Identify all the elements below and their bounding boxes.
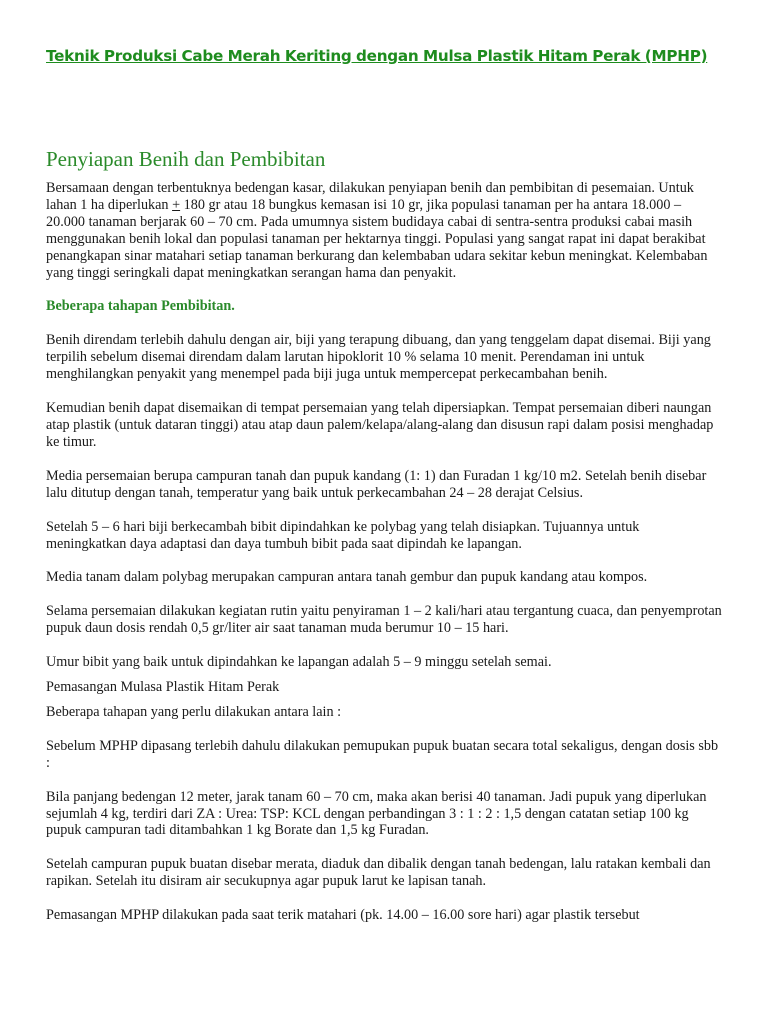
paragraph-dosis-pupuk: Bila panjang bedengan 12 meter, jarak tanam 60 – 70 cm, maka akan berisi 40 tanaman. Jadi pupuk yang diperlukan sejumlah 4 kg, terdiri dari ZA : Urea: TSP: KCL dengan perbandingan 3 : 1 : 2 : 1,5 dengan catatan setiap 100 kg pupuk campuran tadi ditambahkan 1 kg Borate dan 1,5 kg Furadan.	[46, 788, 707, 839]
paragraph-media-persemaian: Media persemaian berupa campuran tanah dan pupuk kandang (1: 1) dan Furadan 1 kg/10 m2. Setelah benih disebar lalu ditutup dengan tanah, temperatur yang baik untuk perkecambahan 24 – 28 derajat Celsius.	[46, 467, 707, 501]
plus-minus-symbol: +	[172, 196, 181, 213]
section-heading: Penyiapan Benih dan Pembibitan	[46, 147, 326, 171]
paragraph-tahapan: Beberapa tahapan yang perlu dilakukan antara lain :	[46, 703, 342, 720]
paragraph-umur-bibit: Umur bibit yang baik untuk dipindahkan ke lapangan adalah 5 – 9 minggu setelah semai.	[46, 654, 552, 671]
paragraph-pemupukan: Sebelum MPHP dipasang terlebih dahulu dilakukan pemupukan pupuk buatan secara total sekaligus, dengan dosis sbb :	[46, 737, 719, 771]
intro-text-start: Bersamaan dengan terbentuknya bedengan kasar, dilakukan penyiapan benih dan pembibitan di pesemaian. Untuk lahan 1 ha diperlukan	[46, 180, 694, 213]
paragraph-polybag: Setelah 5 – 6 hari biji berkecambah bibit dipindahkan ke polybag yang telah disiapkan. Tujuannya untuk meningkatkan daya adaptasi dan daya tumbuh bibit pada saat dipindah ke lapangan.	[46, 518, 640, 552]
paragraph-persemaian: Kemudian benih dapat disemaikan di tempat persemaian yang telah dipersiapkan. Tempat persemaian diberi naungan atap plastik (untuk dataran tinggi) atau atap daun palem/kelapa/alang-alang dan disusun rapi dalam posisi menghadap ke timur.	[46, 400, 714, 450]
paragraph-campuran-pupuk: Setelah campuran pupuk buatan disebar merata, diaduk dan dibalik dengan tanah bedengan, lalu ratakan kembali dan rapikan. Setelah itu disiram air secukupnya agar pupuk larut ke lapisan tanah.	[46, 856, 711, 890]
intro-paragraph	[46, 180, 722, 281]
paragraph-pemasangan-mulsa: Pemasangan Mulasa Plastik Hitam Perak	[46, 679, 280, 696]
intro-text-end: 180 gr atau 18 bungkus kemasan isi 10 gr, jika populasi tanaman per ha antara 18.000 – 20.000 tanaman berjarak 60 – 70 cm. Pada umumnya sistem budidaya cabai di sentra-sentra produksi cabai masih menggunakan benih lokal dan populasi tanaman per hektarnya tinggi. Populasi yang sangat rapat ini dapat berakibat penangkapan sinar matahari setiap tanaman berkurang dan kelembaban udara sekitar kebun meningkat. Kelembaban yang tinggi seringkali dapat meningkatkan serangan hama dan penyakit.	[46, 196, 708, 281]
paragraph-rendam-benih: Benih direndam terlebih dahulu dengan air, biji yang terapung dibuang, dan yang tenggelam dapat disemai. Biji yang terpilih sebelum disemai direndam dalam larutan hipoklorit 10 % selama 10 menit. Perendaman ini untuk menghilangkan penyakit yang menempel pada biji juga untuk mempercepat perkecambahan benih.	[46, 332, 711, 383]
paragraph-pemasangan-mphp: Pemasangan MPHP dilakukan pada saat terik matahari (pk. 14.00 – 16.00 sore hari) agar plastik tersebut	[46, 907, 640, 924]
document-title[interactable]: Teknik Produksi Cabe Merah Keriting dengan Mulsa Plastik Hitam Perak (MPHP)	[46, 47, 708, 65]
paragraph-penyiraman: Selama persemaian dilakukan kegiatan rutin yaitu penyiraman 1 – 2 kali/hari atau tergantung cuaca, dan penyemprotan pupuk daun dosis rendah 0,5 gr/liter air saat tanaman muda berumur 10 – 15 hari.	[46, 603, 722, 637]
sub-heading: Beberapa tahapan Pembibitan.	[46, 298, 235, 315]
paragraph-media-tanam: Media tanam dalam polybag merupakan campuran antara tanah gembur dan pupuk kandang atau kompos.	[46, 569, 648, 586]
document-body	[46, 180, 722, 941]
document-page	[46, 44, 722, 924]
